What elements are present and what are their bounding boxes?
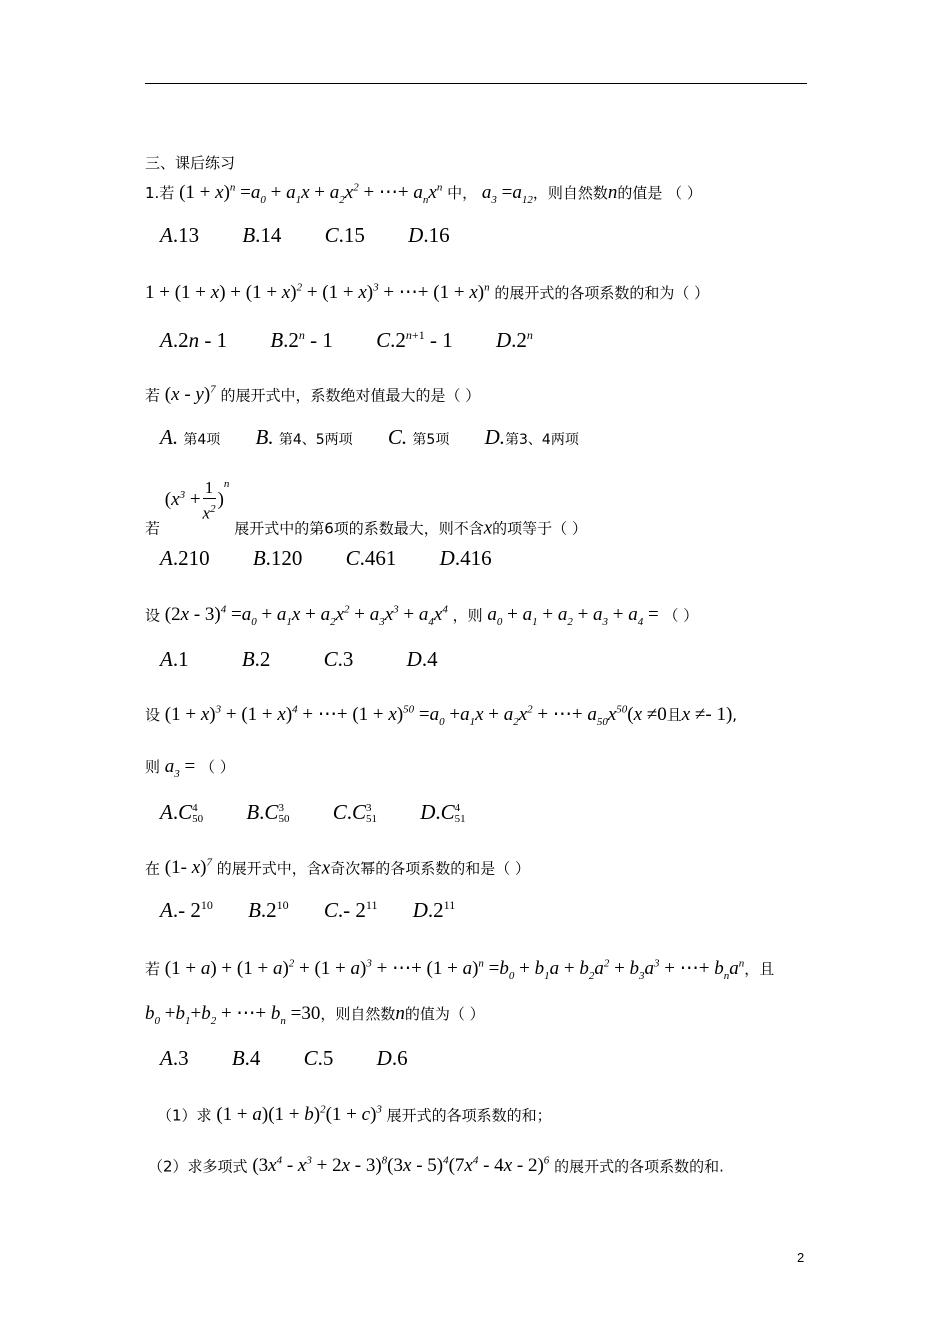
q1-option-c[interactable]: C.15 [324,223,365,247]
q9-formula-2: $(3x^4 - x^3 + 2x - 3)^8(3x - 5)^4(7x^4 - 4x - 2)^6$ [252,1155,550,1177]
q9-formula-1: $(1 + a)(1 + b)^2(1 + c)^3$ [216,1104,382,1126]
q6-formula: $(1 + x)^3 + (1 + x)^4$ + ⋯+ $(1 + x)^{50} =a_0 +a_1x + a_2x^2$ + ⋯+ $a_{50}x^{50}(x \ne 0$ [164,703,667,728]
q8-option-a[interactable]: A.3 [160,1046,189,1070]
q3-formula: (x - y)$^7$ [164,384,216,406]
q6-option-d[interactable]: D.C 4 51 [420,800,466,826]
question-2: $1 + (1 + x) + (1 + x)^2 + (1 + x)^3$ + ⋯+ $(1 + x)^n$ 的展开式的各项系数的和为（ ） [145,281,710,303]
question-8-line-2: $b_0 +b_1+b_2$ + ⋯+ $b_n =30$，则自然数n的值为（ ） [145,1003,485,1027]
q1-option-d[interactable]: D.16 [408,223,450,247]
q4-formula: ($x^3$ + $\frac{1}{x^2}$ )$^n$ [164,478,230,523]
question-8: 若 $(1 + a) + (1 + a)^2 + (1 + a)^3$ + ⋯+ $(1 + a)^n =b_0 + b_1a + b_2a^2 + b_3a^3$ + ⋯+ $b_na^n$，且 [145,957,775,982]
q4-option-c[interactable]: C.461 [345,546,397,570]
q5-sum: $a_0 + a_1 + a_2 + a_3 + a_4$ = [487,604,659,629]
header-rule [145,83,807,84]
q2-option-b[interactable]: B.2$^n$ - 1 [270,328,333,352]
q4-options [160,546,530,571]
q2-option-d[interactable]: D.2$^n$ [495,328,533,352]
question-4: 若 ($x^3$ + $\frac{1}{x^2}$ )$^n$ 展开式中的第6项的系数最大，则不含x的项等于（ ） [145,478,587,539]
q2-options [160,328,571,353]
question-9-part-1: （1）求 $(1 + a)(1 + b)^2(1 + c)^3$ 展开式的各项系数的和； [157,1104,552,1126]
q5-option-c[interactable]: C.3 [323,647,354,671]
q1-condition: $a_3 =a_{12}$ [481,182,533,206]
question-6-line-2: 则 $a_3$ = （ ） [145,756,235,780]
q6-option-b[interactable]: B.C 3 50 [246,800,290,826]
question-6: 设 $(1 + x)^3 + (1 + x)^4$ + ⋯+ $(1 + x)^{50} =a_0 +a_1x + a_2x^2$ + ⋯+ $a_{50}x^{50}(x \ne 0$且x ≠- 1), [145,703,738,728]
question-9-part-2: （2）求多项式 $(3x^4 - x^3 + 2x - 3)^8(3x - 5)^4(7x^4 - 4x - 2)^6$ 的展开式的各项系数的和. [148,1155,724,1177]
q7-option-d[interactable]: $D.2^{11}$ [412,898,456,922]
question-5: 设 $(2x - 3)^4 =a_0 + a_1x + a_2x^2 + a_3x^3 + a_4x^4$ ，则 $a_0 + a_1 + a_2 + a_3 + a_4$ = （ ） [145,604,699,629]
q8-option-c[interactable]: C.5 [303,1046,334,1070]
q2-option-a[interactable]: A.2n - 1 [160,328,228,352]
q7-option-b[interactable]: $B.2^{10}$ [248,898,289,922]
q5-option-a[interactable]: A.1 [160,647,189,671]
q7-formula: (1- x)$^7$ [164,857,212,879]
q6-option-a[interactable]: A.C 4 50 [160,800,204,826]
q3-option-d[interactable]: D.第3、4两项 [484,425,579,449]
q7-option-c[interactable]: C.- $2^{11}$ [323,898,378,922]
question-1: 1.若 $(1 + x)^n =a_0 + a_1x + a_2x^2$ + ⋯+ $a_nx^n$ 中， $a_3 =a_{12}$，则自然数n的值是 （ ） [145,181,702,206]
q6-target: $a_3$ = [164,756,196,780]
q8-option-b[interactable]: B.4 [231,1046,261,1070]
q8-condition: $b_0 +b_1+b_2$ + ⋯+ $b_n =30$ [145,1003,321,1027]
q4-option-b[interactable]: B.120 [252,546,303,570]
q1-number: 1. [145,184,160,202]
q1-formula: $(1 + x)^n =a_0 + a_1x + a_2x^2$ + ⋯+ $a_nx^n$ [179,181,443,206]
q8-formula: $(1 + a) + (1 + a)^2 + (1 + a)^3$ + ⋯+ $(1 + a)^n =b_0 + b_1a + b_2a^2 + b_3a^3$ + ⋯+ $b_na^n$ [164,957,745,982]
q4-option-a[interactable]: A.210 [160,546,210,570]
q8-option-d[interactable]: D.6 [376,1046,408,1070]
question-3: 若 (x - y)$^7$ 的展开式中，系数绝对值最大的是（ ） [145,384,481,406]
q1-options [160,223,488,248]
q3-option-b[interactable]: B. 第4、5两项 [255,425,353,449]
q1-option-a[interactable]: A.13 [160,223,200,247]
q1-option-b[interactable]: B.14 [242,223,282,247]
q5-option-d[interactable]: D.4 [406,647,438,671]
q6-option-c[interactable]: C.C 3 51 [332,800,377,826]
q2-formula: $1 + (1 + x) + (1 + x)^2 + (1 + x)^3$ + ⋯+ $(1 + x)^n$ [145,281,490,303]
q7-options [160,898,493,923]
q8-options [160,1046,446,1071]
q3-option-a[interactable]: A. 第4项 [160,425,221,449]
q3-options [160,425,617,450]
page-number: 2 [797,1250,805,1265]
q4-option-d[interactable]: D.416 [439,546,492,570]
section-title: 三、课后练习 [145,154,236,172]
q5-options [160,647,476,672]
q7-option-a[interactable]: A.- $2^{10}$ [160,898,213,922]
q5-formula: $(2x - 3)^4 =a_0 + a_1x + a_2x^2 + a_3x^3 + a_4x^4$ [164,604,448,629]
q6-options [160,800,504,825]
q5-option-b[interactable]: B.2 [241,647,271,671]
q2-option-c[interactable]: $C.2^{n+1} - 1$ [376,328,453,352]
q3-option-c[interactable]: C. 第5项 [387,425,450,449]
question-7: 在 (1- x)$^7$ 的展开式中，含x奇次幂的各项系数的和是（ ） [145,857,530,879]
